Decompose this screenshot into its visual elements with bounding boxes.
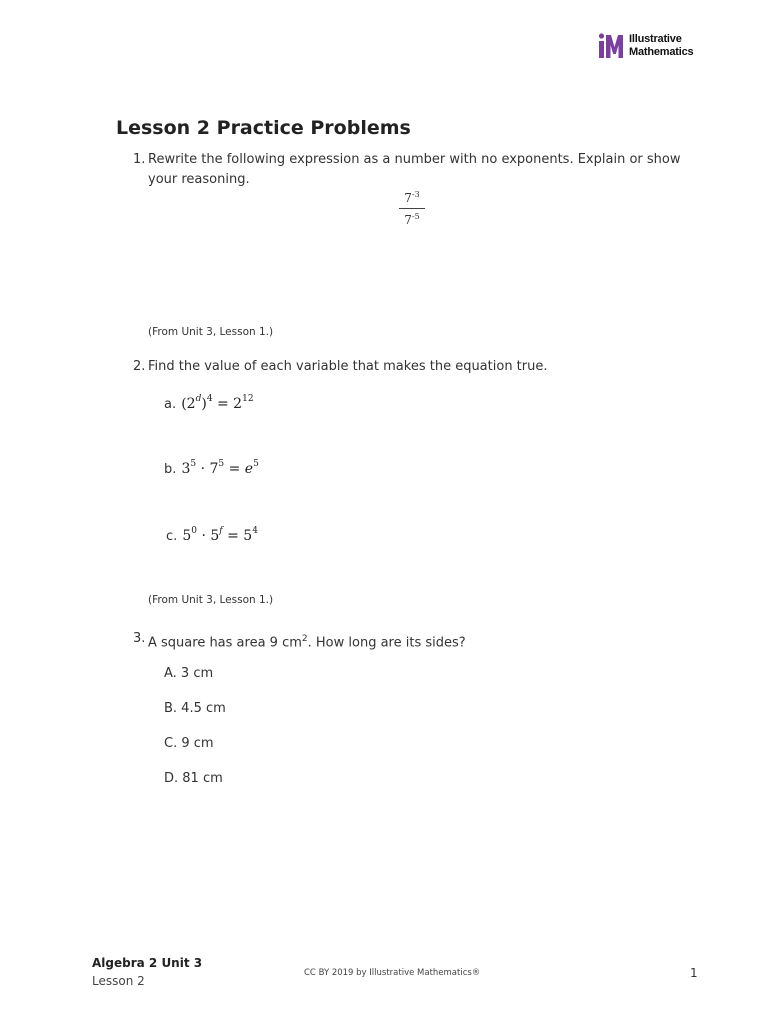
footer-course: Algebra 2 Unit 3 bbox=[92, 956, 203, 970]
answer-option-b: B. 4.5 cm bbox=[164, 701, 226, 716]
problem-2c bbox=[166, 525, 258, 547]
answer-option-d: D. 81 cm bbox=[164, 771, 223, 786]
problem-3-number: 3. bbox=[133, 631, 146, 646]
brand-name bbox=[629, 33, 693, 58]
problem-1-text-line-2: your reasoning. bbox=[148, 172, 250, 187]
fraction-denominator: $7^{-5}$ bbox=[404, 212, 420, 227]
footer-course-info bbox=[92, 956, 202, 988]
brand-line-2: Mathematics bbox=[629, 45, 694, 58]
problem-1-source: (From Unit 3, Lesson 1.) bbox=[148, 326, 274, 338]
page-title: Lesson 2 Practice Problems bbox=[116, 117, 411, 139]
problem-3-text: A square has area 9 $cm^2$. How long are its sides? bbox=[148, 634, 466, 651]
problem-2b bbox=[164, 458, 259, 480]
illustrative-mathematics-logo bbox=[598, 33, 708, 59]
problem-2a bbox=[164, 393, 254, 415]
problem-2-number: 2. bbox=[133, 359, 146, 374]
answer-option-a: A. 3 cm bbox=[164, 666, 214, 681]
equation-2c: $5^0 \cdot 5^f = 5^4$ bbox=[182, 526, 258, 544]
im-logo-icon bbox=[598, 33, 624, 59]
page-number: 1 bbox=[690, 966, 698, 980]
problem-1-text-line-1: Rewrite the following expression as a number with no exponents. Explain or show bbox=[148, 152, 681, 167]
equation-2b: $3^5 \cdot 7^5 = e^5$ bbox=[181, 459, 259, 477]
problem-1-number: 1. bbox=[133, 152, 146, 167]
equation-2a: $(2^d)^4 = 2^{12}$ bbox=[181, 394, 254, 412]
problem-2-text: Find the value of each variable that makes the equation true. bbox=[148, 359, 548, 374]
part-label: a. bbox=[164, 397, 177, 412]
part-label: b. bbox=[164, 462, 177, 477]
fraction-bar bbox=[399, 208, 425, 209]
brand-line-1: Illustrative bbox=[629, 33, 682, 45]
footer-license: CC BY 2019 by Illustrative Mathematics® bbox=[304, 968, 481, 978]
fraction-numerator: $7^{-3}$ bbox=[404, 190, 420, 205]
answer-option-c: C. 9 cm bbox=[164, 736, 214, 751]
part-label: c. bbox=[166, 529, 178, 544]
problem-1-fraction bbox=[397, 190, 427, 227]
problem-2-source: (From Unit 3, Lesson 1.) bbox=[148, 594, 274, 606]
footer-lesson: Lesson 2 bbox=[92, 974, 145, 988]
